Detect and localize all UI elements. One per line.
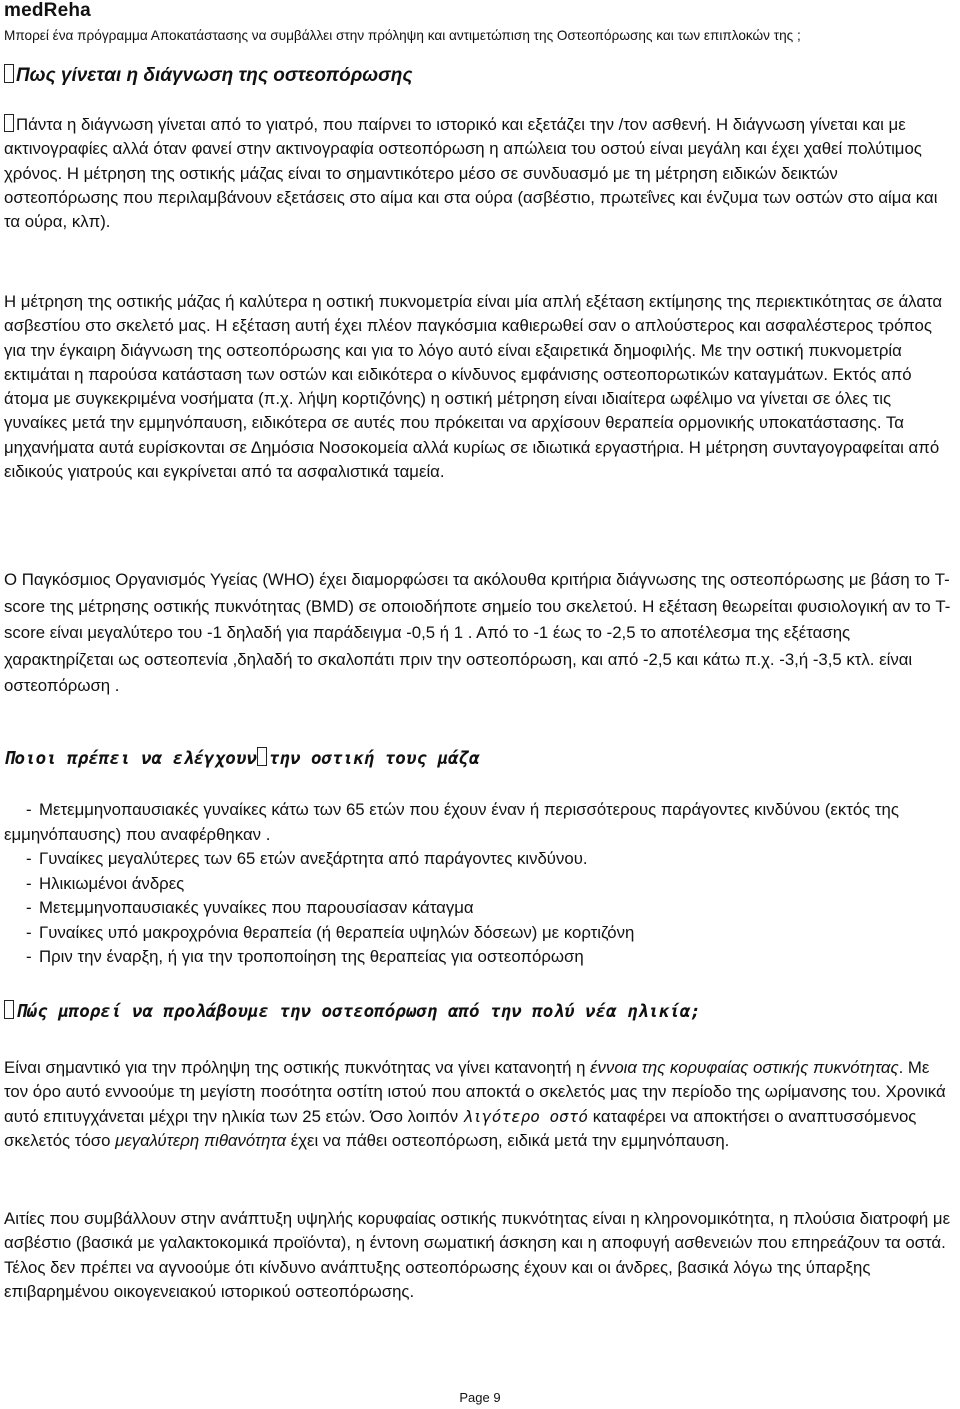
- emphasis-less-bone: λιγότερο οστό: [462, 1106, 589, 1126]
- section-heading-prevention: [4, 1000, 701, 1022]
- section-heading-prevention-text: Πώς μπορεί να προλάβουμε την οστεοπόρωση από την πολύ νέα ηλικία;: [16, 1002, 701, 1022]
- who-criteria-paragraph: Ο Παγκόσμιος Οργανισμός Υγείας (WHO) έχει διαμορφώσει τα ακόλουθα κριτήρια διάγνωσης της οστεοπόρωσης με βάση το T-score της μέτρησης οστικής πυκνότητας (BMD) σε οποιοδήποτε σημείο του σκελετού. Η εξέταση θεωρείται φυσιολογική αν το T-score είναι μεγαλύτερο του -1 δηλαδή για παράδειγμα -0,5 ή 1 . Από το -1 έως το -2,5 το αποτέλεσμα της εξέτασης χαρακτηρίζεται ως οστεοπενία ,δηλαδή το σκαλοπάτι πριν την οστεοπόρωση, και από -2,5 και κάτω π.χ. -3,ή -3,5 κτλ. είναι οστεοπόρωση .: [4, 570, 951, 696]
- missing-glyph-icon: [257, 747, 267, 766]
- peak-bone-density-paragraph: Είναι σημαντικό για την πρόληψη της οστικής πυκνότητας να γίνει κατανοητή η έννοια της κορυφαίας οστικής πυκνότητας. Με τον όρο αυτό εννοούμε τη μεγίστη ποσότητα οστίτη ιστού που αποκτά ο σκελετός μας την περίοδο της ωρίμανσης του. Χρονικά αυτό επιτυγχάνεται μέχρι την ηλικία των 25 ετών. Όσο λοιπόν λιγότερο οστό καταφέρει να αποκτήσει ο αναπτυσσόμενος σκελετός τόσο μεγαλύτερη πιθανότητα έχει να πάθει οστεοπόρωση, ειδικά μετά την εμμηνόπαυση.: [4, 1058, 946, 1151]
- list-item: - Πριν την έναρξη, ή για την τροποποίηση της θεραπείας για οστεοπόρωση: [26, 947, 584, 966]
- section-heading-who-should-test: [4, 747, 480, 769]
- list-item: - Γυναίκες υπό μακροχρόνια θεραπεία (ή θεραπεία υψηλών δόσεων) με κορτιζόνη: [26, 922, 635, 942]
- diagnosis-paragraph-2: Η μέτρηση της οστικής μάζας ή καλύτερα η οστική πυκνομετρία είναι μία απλή εξέταση εκτίμησης της περιεκτικότητας σε άλατα ασβεστίου στο σκελετό μας. Η εξέταση αυτή έχει πλέον παγκόσμια καθιερωθεί σαν ο απλούστερος και ασφαλέστερος τρόπος για την έγκαιρη διάγνωση της οστεοπόρωσης και για το λόγο αυτό είναι εξαιρετικά δημοφιλής. Με την οστική πυκνομετρία εκτιμάται η παρούσα κατάσταση των οστών και ειδικότερα ο κίνδυνος εμφάνισης οστεοπορωτικών καταγμάτων. Εκτός από άτομα με συγκεκριμένα νοσήματα (π.χ. λήψη κορτιζόνης) η οστική μέτρηση είναι ιδιαίτερα ωφέλιμο να γίνεται σε όλες τις γυναίκες μετά την εμμηνόπαυση, ειδικότερα σε αυτές που πρόκειται να αρχίσουν θεραπεία ορμονικής υποκατάστασης. Τα μηχανήματα αυτά ευρίσκονται σε Δημόσια Νοσοκομεία αλλά κυρίως σε ιδιωτικά εργαστήρια. Η μέτρηση συνταγογραφείται από ειδικούς γιατρούς και εγκρίνεται από τα ασφαλιστικά ταμεία.: [4, 292, 943, 482]
- missing-glyph-icon: [4, 114, 14, 132]
- page-number: Page 9: [459, 1390, 501, 1405]
- missing-glyph-icon: [4, 64, 14, 83]
- section-heading-diagnosis: [4, 64, 412, 87]
- list-item: - Μετεμμηνοπαυσιακές γυναίκες που παρουσίασαν κάταγμα: [26, 898, 474, 917]
- missing-glyph-icon: [4, 1000, 14, 1019]
- emphasis-greater-probability: μεγαλύτερη πιθανότητα: [115, 1131, 287, 1151]
- emphasis-peak-density: έννοια της κορυφαίας οστικής πυκνότητας: [590, 1058, 899, 1077]
- document-tagline: Μπορεί ένα πρόγραμμα Αποκατάστασης να συμβάλλει στην πρόληψη και αντιμετώπιση της Οστεοπόρωσης και των επιπλοκών της ;: [4, 28, 801, 43]
- risk-factors-paragraph: Αιτίες που συμβάλλουν στην ανάπτυξη υψηλής κορυφαίας οστικής πυκνότητας είναι η κληρονομικότητα, η πλούσια διατροφή με ασβέστιο (βασικά με γαλακτοκομικά προϊόντα), η έντονη σωματική άσκηση και η αποφυγή ασθενειών που επηρεάζουν τα οστά. Τέλος δεν πρέπει να αγνοούμε ότι κίνδυνο ανάπτυξης οστεοπόρωσης έχουν και οι άνδρες, βασικά λόγω της ύπαρξης επιβαρημένου οικογενειακού ιστορικού οστεοπόρωσης.: [4, 1209, 951, 1302]
- list-item: - Γυναίκες μεγαλύτερες των 65 ετών ανεξάρτητα από παράγοντες κινδύνου.: [26, 849, 588, 868]
- section-heading-who-should-test-b: την οστική τους μάζα: [268, 749, 480, 769]
- section-heading-who-should-test-a: Ποιοι πρέπει να ελέγχουν: [4, 749, 257, 769]
- screening-list: [4, 798, 954, 970]
- list-item: - Μετεμμηνοπαυσιακές γυναίκες κάτω των 65 ετών που έχουν έναν ή περισσότερους παράγοντες κινδύνου (εκτός της εμμηνόπαυσης) που αναφέρθηκαν .: [4, 800, 899, 844]
- list-item: - Ηλικιωμένοι άνδρες: [26, 873, 185, 893]
- diagnosis-paragraph-1-text: Πάντα η διάγνωση γίνεται από το γιατρό, που παίρνει το ιστορικό και εξετάζει την /τον ασθενή. Η διάγνωση γίνεται και με ακτινογραφίες αλλά όταν φανεί στην ακτινογραφία οστεοπόρωση η απώλεια του οστού είναι μεγάλη και έχει χαθεί πολύτιμος χρόνος. Η μέτρηση της οστικής μάζας είναι το σημαντικότερο μέσο σε συνδυασμό με τη μέτρηση ειδικών δεικτών οστεοπόρωσης που περιλαμβάνουν εξετάσεις στο αίμα και στα ούρα (ασβέστιο, πρωτεΐνες και ένζυμα των οστών στο αίμα και τα ούρα, κλπ).: [4, 115, 938, 232]
- section-heading-diagnosis-text: Πως γίνεται η διάγνωση της οστεοπόρωσης: [16, 65, 413, 86]
- diagnosis-paragraph-1: [4, 113, 954, 234]
- brand-title: medReha: [4, 0, 91, 21]
